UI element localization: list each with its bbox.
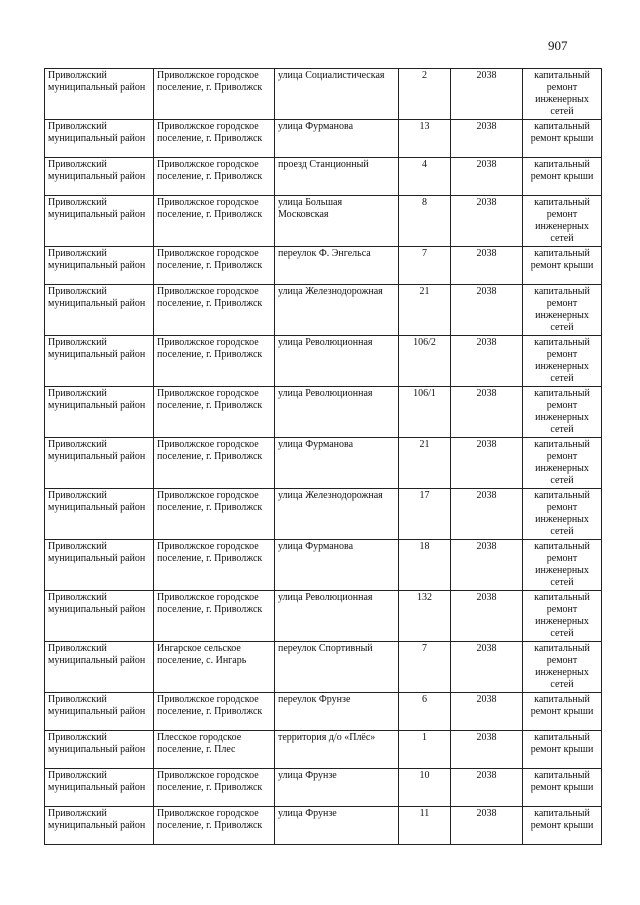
page-number: 907 [548,38,568,53]
table-row [45,807,602,845]
house-number-cell: 1 [399,731,451,769]
table-row [45,196,602,247]
settlement-cell: Приволжское городское поселение, г. Приволжск [154,438,275,489]
street-cell: переулок Фрунзе [275,693,399,731]
table-row [45,120,602,158]
settlement-cell: Плесское городское поселение, г. Плес [154,731,275,769]
house-number-cell: 7 [399,247,451,285]
table-row [45,69,602,120]
district-cell: Приволжский муниципальный район [45,196,154,247]
district-cell: Приволжский муниципальный район [45,69,154,120]
district-cell: Приволжский муниципальный район [45,642,154,693]
house-number-cell: 132 [399,591,451,642]
year-cell: 2038 [451,731,523,769]
settlement-cell: Приволжское городское поселение, г. Приволжск [154,69,275,120]
table-row [45,336,602,387]
street-cell: улица Революционная [275,591,399,642]
year-cell: 2038 [451,336,523,387]
settlement-cell: Приволжское городское поселение, г. Приволжск [154,158,275,196]
year-cell: 2038 [451,769,523,807]
table-row [45,247,602,285]
table-row [45,158,602,196]
settlement-cell: Приволжское городское поселение, г. Приволжск [154,807,275,845]
table-row [45,642,602,693]
district-cell: Приволжский муниципальный район [45,731,154,769]
year-cell: 2038 [451,247,523,285]
settlement-cell: Приволжское городское поселение, г. Приволжск [154,591,275,642]
house-number-cell: 21 [399,285,451,336]
work-type-cell: капитальный ремонт инженерных сетей [523,196,602,247]
street-cell: улица Фурманова [275,120,399,158]
year-cell: 2038 [451,642,523,693]
house-number-cell: 6 [399,693,451,731]
year-cell: 2038 [451,489,523,540]
year-cell: 2038 [451,196,523,247]
house-number-cell: 13 [399,120,451,158]
street-cell: переулок Спортивный [275,642,399,693]
settlement-cell: Ингарское сельское поселение, с. Ингарь [154,642,275,693]
settlement-cell: Приволжское городское поселение, г. Приволжск [154,336,275,387]
settlement-cell: Приволжское городское поселение, г. Приволжск [154,196,275,247]
street-cell: территория д/о «Плёс» [275,731,399,769]
street-cell: улица Революционная [275,387,399,438]
work-type-cell: капитальный ремонт инженерных сетей [523,642,602,693]
district-cell: Приволжский муниципальный район [45,489,154,540]
work-type-cell: капитальный ремонт крыши [523,158,602,196]
district-cell: Приволжский муниципальный район [45,336,154,387]
street-cell: улица Социалистическая [275,69,399,120]
street-cell: улица Железнодорожная [275,489,399,540]
house-number-cell: 10 [399,769,451,807]
work-type-cell: капитальный ремонт крыши [523,731,602,769]
district-cell: Приволжский муниципальный район [45,120,154,158]
street-cell: улица Революционная [275,336,399,387]
district-cell: Приволжский муниципальный район [45,387,154,438]
work-type-cell: капитальный ремонт инженерных сетей [523,387,602,438]
house-number-cell: 18 [399,540,451,591]
settlement-cell: Приволжское городское поселение, г. Приволжск [154,247,275,285]
house-number-cell: 2 [399,69,451,120]
table-row [45,769,602,807]
settlement-cell: Приволжское городское поселение, г. Приволжск [154,489,275,540]
street-cell: улица Фрунзе [275,807,399,845]
work-type-cell: капитальный ремонт инженерных сетей [523,285,602,336]
year-cell: 2038 [451,591,523,642]
street-cell: улица Большая Московская [275,196,399,247]
street-cell: улица Железнодорожная [275,285,399,336]
district-cell: Приволжский муниципальный район [45,247,154,285]
district-cell: Приволжский муниципальный район [45,438,154,489]
house-number-cell: 106/1 [399,387,451,438]
street-cell: проезд Станционный [275,158,399,196]
district-cell: Приволжский муниципальный район [45,285,154,336]
table-row [45,387,602,438]
year-cell: 2038 [451,387,523,438]
work-type-cell: капитальный ремонт инженерных сетей [523,69,602,120]
work-type-cell: капитальный ремонт крыши [523,247,602,285]
year-cell: 2038 [451,69,523,120]
table-row [45,540,602,591]
table-row [45,285,602,336]
table-row [45,591,602,642]
house-number-cell: 4 [399,158,451,196]
district-cell: Приволжский муниципальный район [45,540,154,591]
street-cell: улица Фурманова [275,438,399,489]
street-cell: улица Фурманова [275,540,399,591]
year-cell: 2038 [451,693,523,731]
table-row [45,731,602,769]
house-number-cell: 106/2 [399,336,451,387]
year-cell: 2038 [451,438,523,489]
house-number-cell: 7 [399,642,451,693]
house-number-cell: 11 [399,807,451,845]
work-type-cell: капитальный ремонт крыши [523,807,602,845]
work-type-cell: капитальный ремонт инженерных сетей [523,540,602,591]
work-type-cell: капитальный ремонт инженерных сетей [523,489,602,540]
year-cell: 2038 [451,120,523,158]
street-cell: улица Фрунзе [275,769,399,807]
registry-table [44,68,602,845]
settlement-cell: Приволжское городское поселение, г. Приволжск [154,769,275,807]
work-type-cell: капитальный ремонт инженерных сетей [523,438,602,489]
year-cell: 2038 [451,285,523,336]
year-cell: 2038 [451,807,523,845]
district-cell: Приволжский муниципальный район [45,591,154,642]
house-number-cell: 8 [399,196,451,247]
table-row [45,693,602,731]
district-cell: Приволжский муниципальный район [45,807,154,845]
work-type-cell: капитальный ремонт инженерных сетей [523,591,602,642]
district-cell: Приволжский муниципальный район [45,693,154,731]
year-cell: 2038 [451,540,523,591]
street-cell: переулок Ф. Энгельса [275,247,399,285]
house-number-cell: 21 [399,438,451,489]
work-type-cell: капитальный ремонт крыши [523,693,602,731]
settlement-cell: Приволжское городское поселение, г. Приволжск [154,693,275,731]
table-row [45,489,602,540]
year-cell: 2038 [451,158,523,196]
settlement-cell: Приволжское городское поселение, г. Приволжск [154,120,275,158]
settlement-cell: Приволжское городское поселение, г. Приволжск [154,540,275,591]
house-number-cell: 17 [399,489,451,540]
work-type-cell: капитальный ремонт крыши [523,769,602,807]
work-type-cell: капитальный ремонт крыши [523,120,602,158]
settlement-cell: Приволжское городское поселение, г. Приволжск [154,387,275,438]
table-row [45,438,602,489]
work-type-cell: капитальный ремонт инженерных сетей [523,336,602,387]
settlement-cell: Приволжское городское поселение, г. Приволжск [154,285,275,336]
district-cell: Приволжский муниципальный район [45,158,154,196]
district-cell: Приволжский муниципальный район [45,769,154,807]
